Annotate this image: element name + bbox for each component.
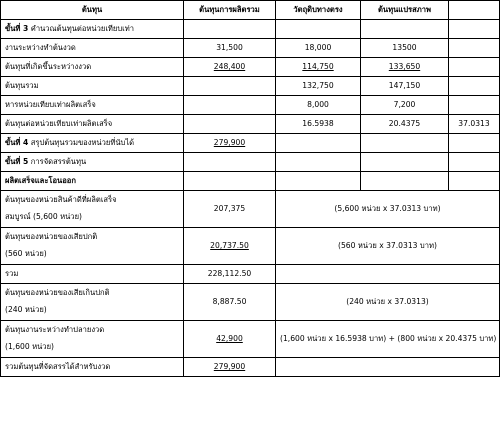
- good-units-calc: (5,600 หน่วย x 37.0313 บาท): [276, 191, 500, 228]
- period-cost-dm: 114,750: [302, 61, 334, 71]
- divide-eu-dm: 8,000: [276, 96, 361, 115]
- header-blank: [449, 1, 500, 20]
- total-cost-conv: 147,150: [361, 77, 449, 96]
- step5-label: ขั้นที่ 5: [5, 156, 29, 166]
- unit-cost-conv: 20.4375: [361, 115, 449, 134]
- divide-eu-conv: 7,200: [361, 96, 449, 115]
- wip-begin-dm: 18,000: [276, 39, 361, 58]
- row-divide-eu: [1, 96, 500, 115]
- step4-label: ขั้นที่ 4: [5, 137, 29, 147]
- row-step3: [1, 20, 500, 39]
- period-cost-total: 248,400: [213, 61, 246, 71]
- abnormal-spoil-line1: ต้นทุนของหน่วยของเสียเกินปกติ: [5, 288, 110, 298]
- step3-label: ขั้นที่ 3: [5, 23, 29, 33]
- row-step5: [1, 153, 500, 172]
- wip-end-total: 42,900: [216, 333, 243, 343]
- header-direct-materials: วัตถุดิบทางตรง: [276, 1, 361, 20]
- grand-total-value: 279,900: [213, 361, 246, 371]
- row-unit-cost: [1, 115, 500, 134]
- abnormal-spoil-calc: (240 หน่วย x 37.0313): [276, 284, 500, 321]
- step3-text: คำนวณต้นทุนต่อหน่วยเทียบเท่า: [30, 23, 135, 33]
- grand-total-label: รวมต้นทุนที่จัดสรรได้สำหรับงวด: [1, 358, 184, 377]
- row-step4: [1, 134, 500, 153]
- subtotal-total: 228,112.50: [184, 265, 276, 284]
- section-label: ผลิตเสร็จและโอนออก: [1, 172, 184, 191]
- step5-text: การจัดสรรต้นทุน: [30, 156, 87, 166]
- wip-begin-conv: 13500: [361, 39, 449, 58]
- abnormal-spoil-line2: (240 หน่วย): [5, 305, 47, 314]
- divide-eu-label: หารหน่วยเทียบเท่าผลิตเสร็จ: [1, 96, 184, 115]
- row-subtotal: [1, 265, 500, 284]
- period-cost-label: ต้นทุนที่เกิดขึ้นระหว่างงวด: [1, 58, 184, 77]
- header-row: [1, 1, 500, 20]
- good-units-line1: ต้นทุนของหน่วยสินค้าดีที่ผลิตเสร็จ: [5, 195, 117, 205]
- subtotal-label: รวม: [1, 265, 184, 284]
- step4-total: 279,900: [213, 137, 246, 147]
- row-normal-spoilage: [1, 228, 500, 265]
- period-cost-conv: 133,650: [388, 61, 421, 71]
- wip-end-line1: ต้นทุนงานระหว่างทำปลายงวด: [5, 325, 105, 335]
- normal-spoil-line1: ต้นทุนของหน่วยของเสียปกติ: [5, 232, 98, 242]
- total-cost-dm: 132,750: [276, 77, 361, 96]
- normal-spoil-total: 20,737.50: [210, 240, 249, 250]
- wip-end-calc: (1,600 หน่วย x 16.5938 บาท) + (800 หน่วย x 20.4375 บาท): [276, 321, 500, 358]
- row-period-cost: [1, 58, 500, 77]
- row-wip-begin: [1, 39, 500, 58]
- normal-spoil-line2: (560 หน่วย): [5, 249, 47, 258]
- row-section: [1, 172, 500, 191]
- good-units-total: 207,375: [184, 191, 276, 228]
- row-good-units: [1, 191, 500, 228]
- step4-text: สรุปต้นทุนรวมของหน่วยที่นับได้: [30, 137, 135, 147]
- abnormal-spoil-total: 8,887.50: [184, 284, 276, 321]
- unit-cost-dm: 16.5938: [276, 115, 361, 134]
- row-total-cost: [1, 77, 500, 96]
- wip-begin-total: 31,500: [184, 39, 276, 58]
- row-grand-total: [1, 358, 500, 377]
- normal-spoil-calc: (560 หน่วย x 37.0313 บาท): [276, 228, 500, 265]
- header-total-production-cost: ต้นทุนการผลิตรวม: [184, 1, 276, 20]
- unit-cost-label: ต้นทุนต่อหน่วยเทียบเท่าผลิตเสร็จ: [1, 115, 184, 134]
- total-cost-label: ต้นทุนรวม: [1, 77, 184, 96]
- header-cost: ต้นทุน: [1, 1, 184, 20]
- good-units-line2: สมบูรณ์ (5,600 หน่วย): [5, 212, 82, 221]
- unit-cost-sum: 37.0313: [449, 115, 500, 134]
- wip-begin-label: งานระหว่างทำต้นงวด: [1, 39, 184, 58]
- header-conversion-cost: ต้นทุนแปรสภาพ: [361, 1, 449, 20]
- wip-end-line2: (1,600 หน่วย): [5, 342, 54, 351]
- row-wip-end: [1, 321, 500, 358]
- row-abnormal-spoilage: [1, 284, 500, 321]
